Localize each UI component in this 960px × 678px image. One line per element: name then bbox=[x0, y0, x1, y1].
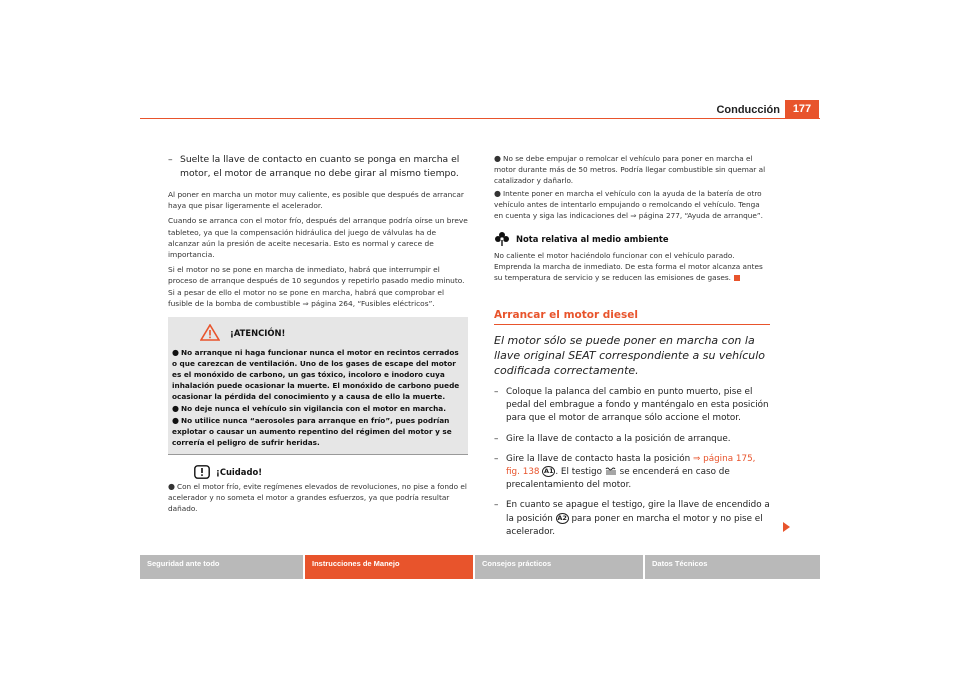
caution-title: ¡Cuidado! bbox=[216, 467, 263, 478]
instruction-step: – Coloque la palanca del cambio en punto muerto, pise el pedal del embrague a fondo y manténgalo en esta posición para que el motor de arranque sólo accione el motor. bbox=[494, 387, 769, 424]
caution-exclamation-icon bbox=[194, 465, 210, 479]
warning-item: ● No arranque ni haga funcionar nunca el motor en recintos cerrados o que carezcan de ventilación. Uno de los gases de escape del motor es el monóxido de carbono, un gas tóxico, incoloro e inodoro cuya inhalación puede ocasionar la muerte. El monóxido de carbono puede ocasionar la pérdida del conocimiento y a causa de ello la muerte. bbox=[172, 348, 460, 402]
instruction-step: – Suelte la llave de contacto en cuanto se ponga en marcha el motor, el motor de arranque no debe girar al mismo tiempo. bbox=[168, 154, 460, 179]
instruction-step: – Gire la llave de contacto a la posición de arranque. bbox=[494, 433, 731, 444]
warning-item: ● No utilice nunca “aerosoles para arranque en frío”, pues podrían explotar o causar un aumento repentino del régimen del motor y se correría el peligro de sufrir heridas. bbox=[172, 416, 452, 448]
paragraph: Cuando se arranca con el motor frío, después del arranque podría oírse un breve tableteo, ya que la compensación hidráulica del juego de válvulas ha de alcanzar aún la presión de aceite necesaria. Esto es normal y carece de importancia. bbox=[168, 216, 468, 260]
environment-note-header bbox=[494, 231, 770, 247]
paragraph: Al poner en marcha un motor muy caliente, es posible que después de arrancar haya que pisar ligeramente el acelerador. bbox=[168, 190, 464, 211]
page-header-title: Conducción bbox=[716, 104, 780, 116]
environment-note-title: Nota relativa al medio ambiente bbox=[516, 234, 669, 244]
instruction-step: – En cuanto se apague el testigo, gire la llave de encendido a la posición A2 para poner en marcha el motor y no pise el acelerador. bbox=[494, 500, 770, 537]
caution-item: ● Con el motor frío, evite regímenes elevados de revoluciones, no pise a fondo el acelerador y no someta el motor a grandes esfuerzos, ya que podría resultar dañado. bbox=[168, 482, 467, 514]
page-number: 177 bbox=[785, 100, 819, 118]
environment-note-text: No caliente el motor haciéndolo funcionar con el vehículo parado. Emprenda la marcha de inmediato. De esta forma el motor alcanza antes su temperatura de servicio y se reducen las emisiones de gases. bbox=[494, 251, 763, 282]
step-text: Suelte la llave de contacto en cuanto se ponga en marcha el motor, el motor de arranque no debe girar al mismo tiempo. bbox=[180, 154, 460, 179]
caution-item: ● Intente poner en marcha el vehículo con la ayuda de la batería de otro vehículo antes de intentarlo empujando o remolcando el vehículo. Tenga en cuenta y siga las indicaciones del ⇒ página 277, “Ayuda de arranque”. bbox=[494, 189, 763, 220]
section-end-marker bbox=[734, 275, 740, 281]
callout-a2: A2 bbox=[557, 513, 567, 522]
continue-arrow-icon bbox=[783, 522, 790, 532]
caution-header bbox=[168, 465, 468, 479]
warning-box bbox=[168, 317, 468, 455]
footer-tab-datos[interactable]: Datos Técnicos bbox=[645, 555, 820, 579]
page-reference-link[interactable]: ⇒ página 175, fig. 138 bbox=[506, 453, 756, 478]
footer-tab-instrucciones[interactable]: Instrucciones de Manejo bbox=[305, 555, 473, 579]
section-rule bbox=[494, 324, 770, 325]
warning-title: ¡ATENCIÓN! bbox=[230, 327, 286, 338]
glow-plug-icon bbox=[605, 467, 617, 476]
right-column bbox=[494, 153, 770, 546]
caution-item: ● No se debe empujar o remolcar el vehículo para poner en marcha el motor durante más de 50 metros. Podría llegar combustible sin quemar al catalizador y dañarlo. bbox=[494, 154, 766, 185]
warning-item: ● No deje nunca el vehículo sin vigilancia con el motor en marcha. bbox=[172, 404, 446, 414]
section-heading: Arrancar el motor diesel bbox=[494, 309, 638, 321]
instruction-step: – Gire la llave de contacto hasta la posición ⇒ página 175, fig. 138 A1 . El testigo se encenderá en caso de precalentamiento del motor. bbox=[494, 453, 756, 491]
callout-a1: A1 bbox=[544, 467, 554, 476]
footer-tab-consejos[interactable]: Consejos prácticos bbox=[475, 555, 643, 579]
footer-tab-seguridad[interactable]: Seguridad ante todo bbox=[140, 555, 303, 579]
environment-flower-icon bbox=[494, 231, 510, 247]
paragraph: Si el motor no se pone en marcha de inmediato, habrá que interrumpir el proceso de arranque después de 10 segundos y repetirlo pasado medio minuto. Si a pesar de ello el motor no se pone en marcha, habrá que comprobar el fusible de la bomba de combustible ⇒ página 264, “Fusibles eléctricos”. bbox=[168, 265, 465, 308]
left-column bbox=[168, 153, 468, 516]
warning-triangle-icon bbox=[200, 324, 220, 341]
header-rule bbox=[140, 118, 820, 119]
section-intro: El motor sólo se puede poner en marcha con la llave original SEAT correspondiente a su vehículo codificada correctamente. bbox=[494, 334, 766, 377]
